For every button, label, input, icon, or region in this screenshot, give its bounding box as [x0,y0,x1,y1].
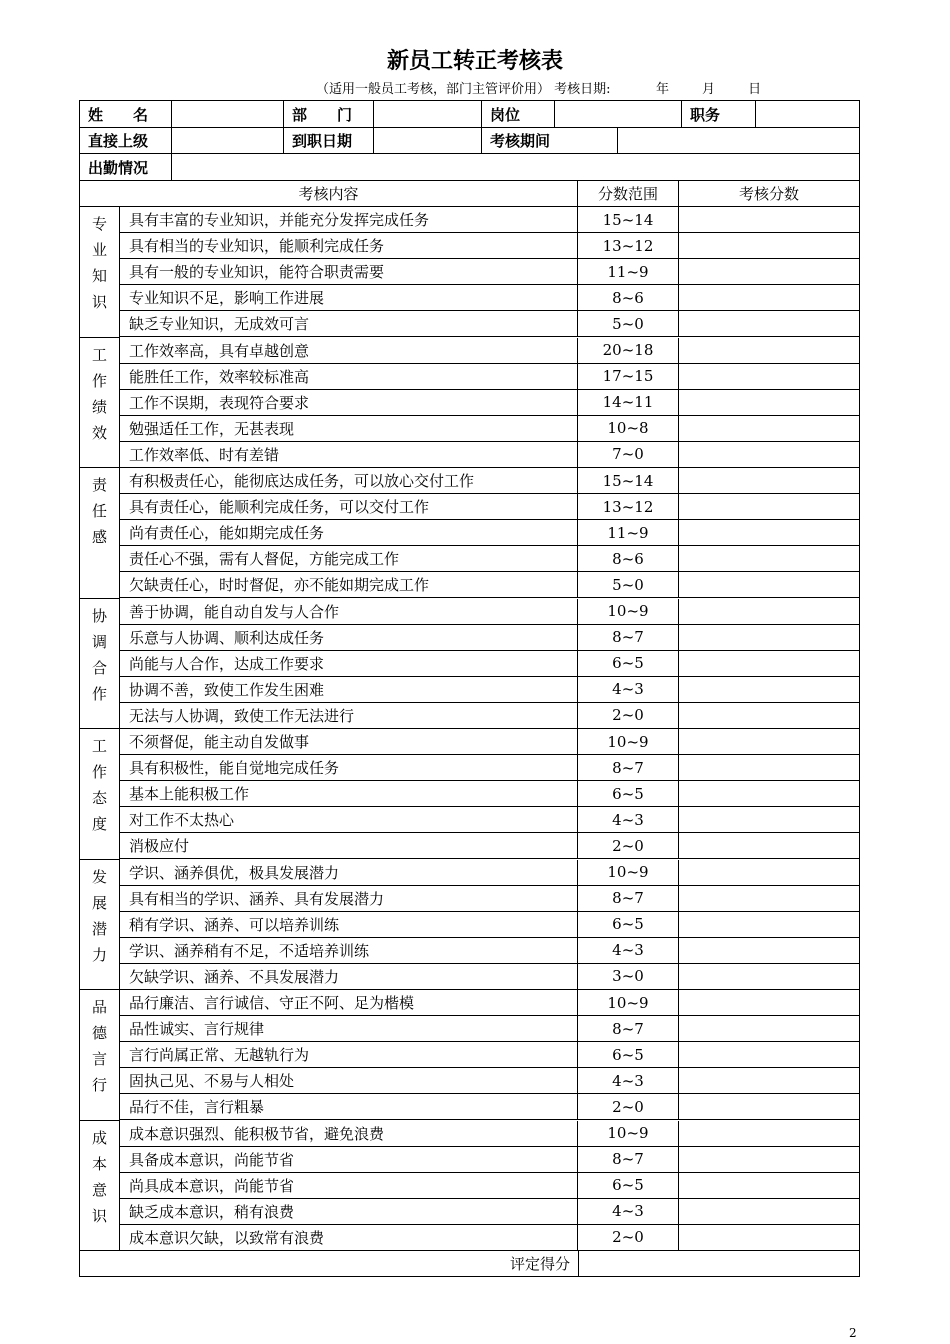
supervisor-label: 直接上级 [80,128,172,154]
criterion-text: 品行不佳，言行粗暴 [120,1094,578,1120]
score-input-cell[interactable] [679,938,859,964]
column-header-content: 考核内容 [80,181,578,207]
criterion-text: 固执己见、不易与人相处 [120,1068,578,1094]
category-label: 工 作 绩 效 [91,345,107,442]
criterion-text: 具有一般的专业知识，能符合职责需要 [120,259,578,285]
score-input-cell[interactable] [679,912,859,938]
score-range: 5~0 [578,311,679,337]
criterion-text: 无法与人协调，致使工作无法进行 [120,703,578,729]
score-input-cell[interactable] [679,207,859,233]
score-range: 10~9 [578,1121,679,1147]
post-label: 岗位 [482,101,555,128]
category-cell [80,468,120,599]
score-range: 8~7 [578,625,679,651]
score-input-cell[interactable] [679,442,859,468]
category-label: 发 展 潜 力 [91,867,107,964]
criterion-text: 责任心不强，需有人督促，方能完成工作 [120,546,578,572]
score-range: 4~3 [578,677,679,703]
category-cell [80,990,120,1121]
score-range: 8~7 [578,886,679,912]
score-range: 10~9 [578,729,679,755]
form-title: 新员工转正考核表 [386,49,563,74]
category-label: 品 德 言 行 [91,998,107,1094]
criterion-text: 具有丰富的专业知识，并能充分发挥完成任务 [120,207,578,233]
criterion-text: 具有相当的学识、涵养、具有发展潜力 [120,886,578,912]
criterion-text: 言行尚属正常、无越轨行为 [120,1042,578,1068]
score-input-cell[interactable] [679,990,859,1016]
criterion-text: 成本意识强烈、能积极节省，避免浪费 [120,1121,578,1147]
score-input-cell[interactable] [679,546,859,572]
criterion-text: 缺乏成本意识，稍有浪费 [120,1199,578,1225]
score-range: 15~14 [578,468,679,494]
criterion-text: 基本上能积极工作 [120,781,578,807]
category-cell [80,860,120,991]
score-range: 6~5 [578,912,679,938]
criterion-text: 学识、涵养稍有不足，不适培养训练 [120,938,578,964]
criterion-text: 具有相当的专业知识，能顺利完成任务 [120,233,578,259]
score-input-cell[interactable] [679,338,859,364]
score-input-cell[interactable] [679,390,859,416]
score-range: 6~5 [578,651,679,677]
criterion-text: 具有责任心，能顺利完成任务，可以交付工作 [120,494,578,520]
score-range: 4~3 [578,938,679,964]
category-label: 成 本 意 识 [91,1128,107,1225]
criterion-text: 具有积极性，能自觉地完成任务 [120,755,578,781]
criterion-text: 欠缺学识、涵养、不具发展潜力 [120,964,578,990]
score-range: 15~14 [578,207,679,233]
criterion-text: 尚具成本意识，尚能节省 [120,1173,578,1199]
score-range: 8~7 [578,755,679,781]
score-input-cell[interactable] [679,1094,859,1120]
score-input-cell[interactable] [679,364,859,390]
score-range: 10~9 [578,860,679,886]
score-range: 4~3 [578,1199,679,1225]
score-input-cell[interactable] [679,886,859,912]
dept-label: 部 门 [284,101,374,128]
score-input-cell[interactable] [679,1173,859,1199]
score-range: 6~5 [578,781,679,807]
criterion-text: 工作效率低、时有差错 [120,442,578,468]
score-range: 10~9 [578,599,679,625]
score-input-cell[interactable] [679,572,859,598]
score-input-cell[interactable] [679,233,859,259]
total-label: 评定得分 [80,1251,579,1276]
score-range: 8~7 [578,1147,679,1173]
score-input-cell[interactable] [679,677,859,703]
criterion-text: 成本意识欠缺，以致常有浪费 [120,1225,578,1251]
score-range: 10~8 [578,416,679,442]
criterion-text: 欠缺责任心，时时督促，亦不能如期完成工作 [120,572,578,598]
score-range: 2~0 [578,1094,679,1120]
score-input-cell[interactable] [679,860,859,886]
join-date-field[interactable] [374,128,482,154]
score-input-cell[interactable] [679,651,859,677]
score-range: 4~3 [578,1068,679,1094]
score-input-cell[interactable] [679,964,859,990]
name-field[interactable] [172,101,284,128]
score-range: 8~6 [578,546,679,572]
score-range: 8~6 [578,285,679,311]
score-input-cell[interactable] [679,416,859,442]
score-input-cell[interactable] [679,1199,859,1225]
criterion-text: 品行廉洁、言行诚信、守正不阿、足为楷模 [120,990,578,1016]
criterion-text: 尚有责任心，能如期完成任务 [120,520,578,546]
category-label: 协 调 合 作 [91,606,107,703]
score-input-cell[interactable] [679,625,859,651]
score-range: 8~7 [578,1016,679,1042]
score-input-cell[interactable] [679,468,859,494]
join-date-label: 到职日期 [284,128,374,154]
category-cell [80,1121,120,1252]
score-range: 2~0 [578,833,679,859]
period-field[interactable] [618,128,859,154]
criterion-text: 工作效率高，具有卓越创意 [120,338,578,364]
criterion-text: 具备成本意识，尚能节省 [120,1147,578,1173]
score-range: 4~3 [578,807,679,833]
category-label: 专 业 知 识 [91,215,107,311]
criterion-text: 协调不善，致使工作发生困难 [120,677,578,703]
criterion-text: 学识、涵养俱优，极具发展潜力 [120,860,578,886]
attendance-field[interactable] [172,154,859,181]
score-range: 6~5 [578,1173,679,1199]
criterion-text: 不须督促，能主动自发做事 [120,729,578,755]
score-input-cell[interactable] [679,703,859,729]
category-label: 责 任 感 [91,476,107,546]
column-header-score: 考核分数 [679,181,859,207]
score-input-cell[interactable] [679,599,859,625]
supervisor-field[interactable] [172,128,284,154]
category-label: 工 作 态 度 [91,737,107,833]
post-field[interactable] [555,101,682,128]
column-header-range: 分数范围 [578,181,679,207]
score-input-cell[interactable] [679,1147,859,1173]
category-cell [80,207,120,338]
page-number: 2 [849,1326,857,1340]
score-range: 6~5 [578,1042,679,1068]
total-score-field[interactable] [579,1251,859,1276]
criterion-text: 勉强适任工作，无甚表现 [120,416,578,442]
score-range: 5~0 [578,572,679,598]
score-input-cell[interactable] [679,1068,859,1094]
score-input-cell[interactable] [679,1042,859,1068]
score-input-cell[interactable] [679,311,859,337]
score-input-cell[interactable] [679,1225,859,1251]
score-input-cell[interactable] [679,259,859,285]
criterion-text: 乐意与人协调、顺利达成任务 [120,625,578,651]
criterion-text: 品性诚实、言行规律 [120,1016,578,1042]
criterion-text: 善于协调，能自动自发与人合作 [120,599,578,625]
score-input-cell[interactable] [679,1121,859,1147]
score-range: 14~11 [578,390,679,416]
criterion-text: 尚能与人合作，达成工作要求 [120,651,578,677]
criterion-text: 有积极责任心，能彻底达成任务，可以放心交付工作 [120,468,578,494]
duty-field[interactable] [756,101,859,128]
score-input-cell[interactable] [679,729,859,755]
score-input-cell[interactable] [679,285,859,311]
criterion-text: 工作不误期，表现符合要求 [120,390,578,416]
score-range: 20~18 [578,338,679,364]
score-range: 2~0 [578,703,679,729]
criterion-text: 专业知识不足，影响工作进展 [120,285,578,311]
criterion-text: 消极应付 [120,833,578,859]
score-range: 13~12 [578,494,679,520]
category-cell [80,729,120,860]
score-range: 10~9 [578,990,679,1016]
score-range: 2~0 [578,1225,679,1251]
category-cell [80,338,120,469]
score-input-cell[interactable] [679,755,859,781]
criterion-text: 稍有学识、涵养、可以培养训练 [120,912,578,938]
duty-label: 职务 [682,101,756,128]
score-range: 13~12 [578,233,679,259]
assessment-table [79,100,860,1277]
name-label: 姓 名 [80,101,172,128]
score-input-cell[interactable] [679,807,859,833]
score-range: 7~0 [578,442,679,468]
attendance-label: 出勤情况 [80,154,172,181]
period-label: 考核期间 [482,128,618,154]
criterion-text: 缺乏专业知识，无成效可言 [120,311,578,337]
dept-field[interactable] [374,101,482,128]
criterion-text: 对工作不太热心 [120,807,578,833]
criterion-text: 能胜任工作，效率较标准高 [120,364,578,390]
score-range: 17~15 [578,364,679,390]
score-input-cell[interactable] [679,520,859,546]
score-input-cell[interactable] [679,1016,859,1042]
score-range: 3~0 [578,964,679,990]
score-input-cell[interactable] [679,781,859,807]
score-range: 11~9 [578,520,679,546]
category-cell [80,599,120,730]
score-input-cell[interactable] [679,833,859,859]
score-input-cell[interactable] [679,494,859,520]
score-range: 11~9 [578,259,679,285]
form-subtitle: （适用一般员工考核，部门主管评价用） 考核日期: 年 月 日 [316,82,762,97]
